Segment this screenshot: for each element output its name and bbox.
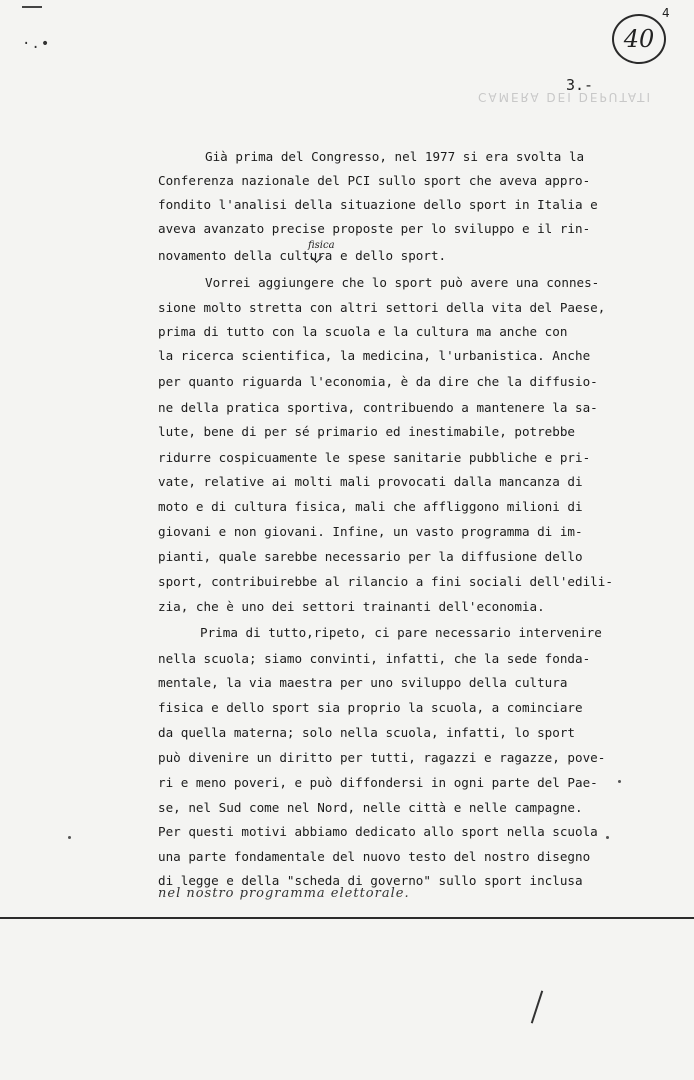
page-rule xyxy=(0,917,694,919)
text-line: pianti, quale sarebbe necessario per la diffusione dello xyxy=(158,549,583,564)
text-line: giovani e non giovani. Infine, un vasto programma di im- xyxy=(158,524,583,539)
text-line: aveva avanzato precise proposte per lo sviluppo e il rin- xyxy=(158,221,591,236)
text-line: sport, contribuirebbe al rilancio a fini sociali dell'edili- xyxy=(158,574,613,589)
text-line: Vorrei aggiungere che lo sport può avere una connes- xyxy=(205,275,600,290)
scan-mark xyxy=(22,6,42,8)
page-number: 3.- xyxy=(566,76,594,94)
text-line: Già prima del Congresso, nel 1977 si era svolta la xyxy=(205,149,585,164)
handwritten-edit: fisica xyxy=(308,240,335,251)
archive-number: 40 xyxy=(612,14,666,64)
text-line: una parte fondamentale del nuovo testo del nostro disegno xyxy=(158,849,591,864)
text-line: Per questi motivi abbiamo dedicato allo sport nella scuola xyxy=(158,824,598,839)
archive-stamp: CAMERA DEI DEPUTATI xyxy=(478,90,652,104)
text-line: nella scuola; siamo convinti, infatti, che la sede fonda- xyxy=(158,651,591,666)
text-line: lute, bene di per sé primario ed inestimabile, potrebbe xyxy=(158,424,576,439)
text-line: prima di tutto con la scuola e la cultura ma anche con xyxy=(158,324,568,339)
handwritten-addition: nel nostro programma elettorale. xyxy=(158,886,410,901)
text-line: per quanto riguarda l'economia, è da dire che la diffusio- xyxy=(158,374,598,389)
text-line: ne della pratica sportiva, contribuendo a mantenere la sa- xyxy=(158,400,598,415)
text-line: novamento della cultura e dello sport. xyxy=(158,248,447,263)
text-line: mentale, la via maestra per uno sviluppo della cultura xyxy=(158,675,568,690)
text-line: di legge e della "scheda di governo" sullo sport inclusa xyxy=(158,873,583,888)
text-line: ridurre cospicuamente le spese sanitarie pubbliche e pri- xyxy=(158,450,591,465)
text-line: può divenire un diritto per tutti, ragazzi e ragazze, pove- xyxy=(158,750,606,765)
text-line: sione molto stretta con altri settori della vita del Paese, xyxy=(158,300,606,315)
corner-mark: 4 xyxy=(662,6,670,20)
text-line: la ricerca scientifica, la medicina, l'urbanistica. Anche xyxy=(158,348,591,363)
speck xyxy=(606,836,609,839)
text-line: se, nel Sud come nel Nord, nelle città e nelle campagne. xyxy=(158,800,583,815)
text-line: Conferenza nazionale del PCI sullo sport che aveva appro- xyxy=(158,173,591,188)
text-line: da quella materna; solo nella scuola, infatti, lo sport xyxy=(158,725,576,740)
text-line: vate, relative ai molti mali provocati dalla mancanza di xyxy=(158,474,583,489)
text-line: zia, che è uno dei settori trainanti dell'economia. xyxy=(158,599,545,614)
text-line: ri e meno poveri, e può diffondersi in ogni parte del Pae- xyxy=(158,775,598,790)
speck xyxy=(68,836,71,839)
text-line: fondito l'analisi della situazione dello sport in Italia e xyxy=(158,197,598,212)
scan-dots: ·.• xyxy=(22,36,51,52)
text-line: Prima di tutto,ripeto, ci pare necessario intervenire xyxy=(200,625,602,640)
speck xyxy=(618,780,621,783)
text-line: moto e di cultura fisica, mali che affliggono milioni di xyxy=(158,499,583,514)
text-line: fisica e dello sport sia proprio la scuola, a cominciare xyxy=(158,700,583,715)
pen-mark xyxy=(531,991,543,1024)
